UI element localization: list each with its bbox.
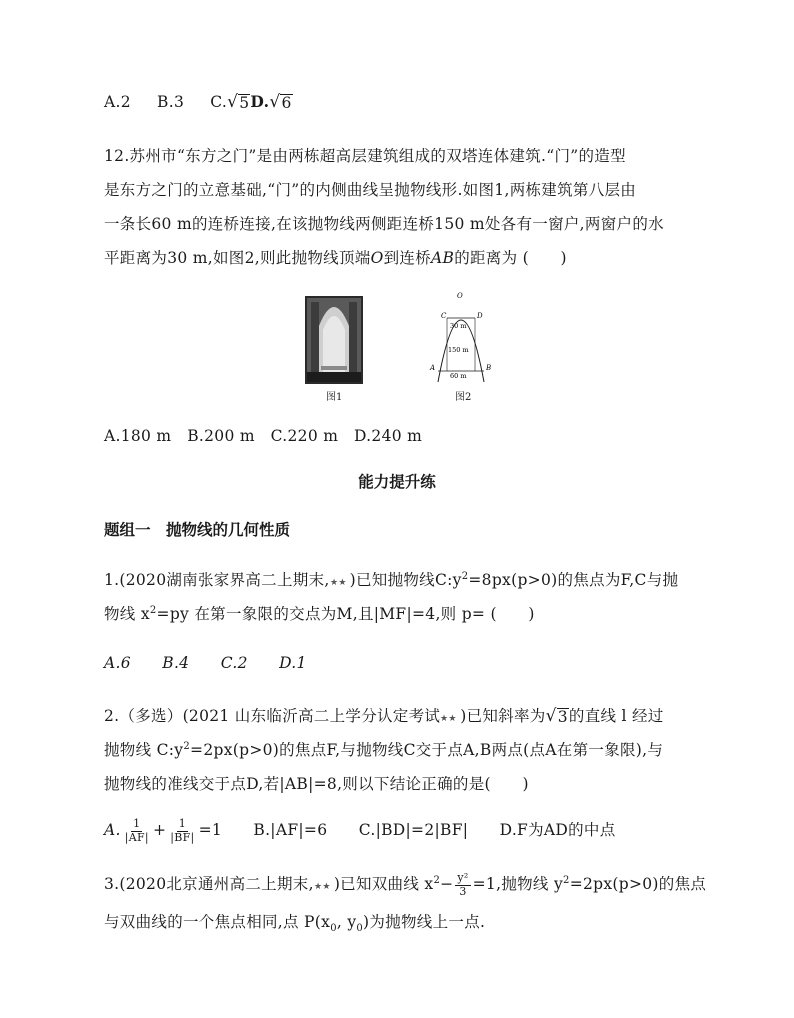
p3-line2 bbox=[104, 910, 485, 934]
p1-option-c: C.2 bbox=[220, 654, 248, 672]
group-title: 题组一 抛物线的几何性质 bbox=[104, 520, 291, 539]
label-b: B bbox=[486, 364, 492, 372]
q12-line1: 12.苏州市“东方之门”是由两栋超高层建筑组成的双塔连体建筑.“门”的造型 bbox=[104, 147, 626, 165]
p1-line1 bbox=[104, 568, 678, 590]
figure2-diagram bbox=[428, 290, 494, 386]
p2-line1-b: )已知斜率为 bbox=[460, 707, 546, 725]
sqrt5: √ 5 bbox=[227, 92, 250, 112]
q12-line4 bbox=[104, 246, 567, 268]
p3-line1-a: 3.(2020北京通州高二上期末, bbox=[104, 875, 314, 893]
q11-options bbox=[104, 92, 293, 111]
sup-2: 2 bbox=[563, 874, 570, 886]
svg-text:★★: ★★ bbox=[329, 578, 347, 586]
p1-options bbox=[104, 654, 307, 672]
p1-line2-b: =py 在第一象限的交点为M,且|MF|=4,则 p= ( ) bbox=[156, 605, 535, 623]
q11-option-d-prefix: D. bbox=[250, 92, 270, 111]
sqrt3: √ 3 bbox=[545, 706, 568, 726]
p2-option-b: B.|AF|=6 bbox=[253, 821, 328, 839]
sup-2: 2 bbox=[461, 570, 469, 582]
label-bottom-width: 60 m bbox=[450, 372, 467, 380]
p1-option-a: A.6 bbox=[104, 654, 131, 672]
p2-line3: 抛物线的准线交于点D,若|AB|=8,则以下结论正确的是( ) bbox=[104, 775, 529, 793]
p2-line2-b: =2px(p>0)的焦点F,与抛物线C交于点A,B两点(点A在第一象限),与 bbox=[190, 741, 664, 759]
figure2-caption: 图2 bbox=[455, 392, 472, 403]
p2-option-d: D.F为AD的中点 bbox=[499, 821, 616, 839]
frac-1-af: $\frac{1}{|AF|}$ bbox=[124, 817, 149, 844]
p3-line2-mid: , y bbox=[336, 913, 357, 931]
svg-text:★★: ★★ bbox=[313, 882, 331, 890]
p3-line1-b: )已知双曲线 x bbox=[333, 875, 434, 893]
figure1-photo bbox=[305, 296, 363, 384]
p1-line2-a: 物线 x bbox=[104, 605, 150, 623]
sqrt6: √ 6 bbox=[269, 92, 292, 112]
frac-1-bf: $\frac{1}{|BF|}$ bbox=[170, 817, 195, 844]
sup-2: 2 bbox=[433, 874, 441, 886]
p2-line1-a: 2.（多选）(2021 山东临沂高二上学分认定考试 bbox=[104, 707, 441, 725]
label-c: C bbox=[441, 312, 447, 320]
p3-line1-c: =1,抛物线 y bbox=[472, 875, 564, 893]
p3-line2-a: 与双曲线的一个焦点相同,点 P(x bbox=[104, 913, 331, 931]
p2-option-a-prefix: A. bbox=[104, 821, 121, 839]
section-title: 能力提升练 bbox=[358, 472, 436, 491]
plus: + bbox=[152, 821, 167, 839]
segment-ab: AB bbox=[431, 249, 455, 267]
p3-line2-end: )为抛物线上一点. bbox=[363, 913, 486, 931]
p3-line1-d: =2px(p>0)的焦点 bbox=[569, 875, 707, 893]
q12-line4-b: 到连桥 bbox=[383, 249, 431, 267]
label-a: A bbox=[430, 364, 436, 372]
q12-options: A.180 m B.200 m C.220 m D.240 m bbox=[104, 427, 423, 445]
p1-line1-c: =8px(p>0)的焦点为F,C与抛 bbox=[468, 571, 679, 589]
p1-line2 bbox=[104, 602, 535, 624]
p2-option-a-eq: =1 bbox=[198, 821, 223, 839]
point-o: O bbox=[370, 249, 384, 267]
p2-line1 bbox=[104, 704, 664, 726]
q11-option-a: A.2 bbox=[104, 93, 131, 111]
difficulty-stars-icon bbox=[330, 576, 350, 586]
p1-option-b: B.4 bbox=[162, 654, 190, 672]
q12-line2: 是东方之门的立意基础,“门”的内侧曲线呈抛物线形.如图1,两栋建筑第八层由 bbox=[104, 181, 637, 199]
difficulty-stars-icon bbox=[440, 712, 460, 722]
p1-line1-a: 1.(2020湖南张家界高二上期末, bbox=[104, 571, 330, 589]
label-d: D bbox=[477, 312, 483, 320]
svg-text:★★: ★★ bbox=[440, 714, 457, 722]
frac-y2-3: $\frac{\text{y²}}{3}$ bbox=[457, 871, 469, 898]
q12-line4-a: 平距离为30 m,如图2,则此抛物线顶端 bbox=[104, 249, 371, 267]
sup-2: 2 bbox=[149, 604, 157, 616]
q12-line4-c: 的距离为 ( ) bbox=[454, 249, 567, 267]
p3-line1: 3.(2020北京通州高二上期末, ★★ )已知双曲线 $x^2-$ $\frac{\text{y²}}{3}$ =1,抛物线 $y^2=2px(p>0)$的焦点 bbox=[104, 871, 707, 898]
sup-2: 2 bbox=[183, 740, 191, 752]
p2-line1-c: 的直线 l 经过 bbox=[568, 707, 664, 725]
label-height: 150 m bbox=[448, 346, 469, 354]
sub-0: 0 bbox=[330, 923, 337, 935]
figure1-caption: 图1 bbox=[326, 392, 343, 403]
p2-options bbox=[104, 818, 616, 844]
q12-line3: 一条长60 m的连桥连接,在该抛物线两侧距连桥150 m处各有一窗户,两窗户的水 bbox=[104, 215, 664, 233]
q11-option-c-prefix: C. bbox=[210, 93, 228, 111]
p2-line2-a: 抛物线 C:y bbox=[104, 741, 184, 759]
p2-option-c: C.|BD|=2|BF| bbox=[358, 821, 469, 839]
p1-line1-b: )已知抛物线C:y bbox=[349, 571, 462, 589]
difficulty-stars-icon bbox=[314, 880, 334, 890]
p1-option-d: D.1 bbox=[279, 654, 307, 672]
p2-line2 bbox=[104, 738, 663, 760]
q11-option-b: B.3 bbox=[157, 93, 185, 111]
label-o: O bbox=[457, 292, 463, 300]
label-top-width: 30 m bbox=[450, 322, 467, 330]
sub-0: 0 bbox=[356, 923, 364, 935]
